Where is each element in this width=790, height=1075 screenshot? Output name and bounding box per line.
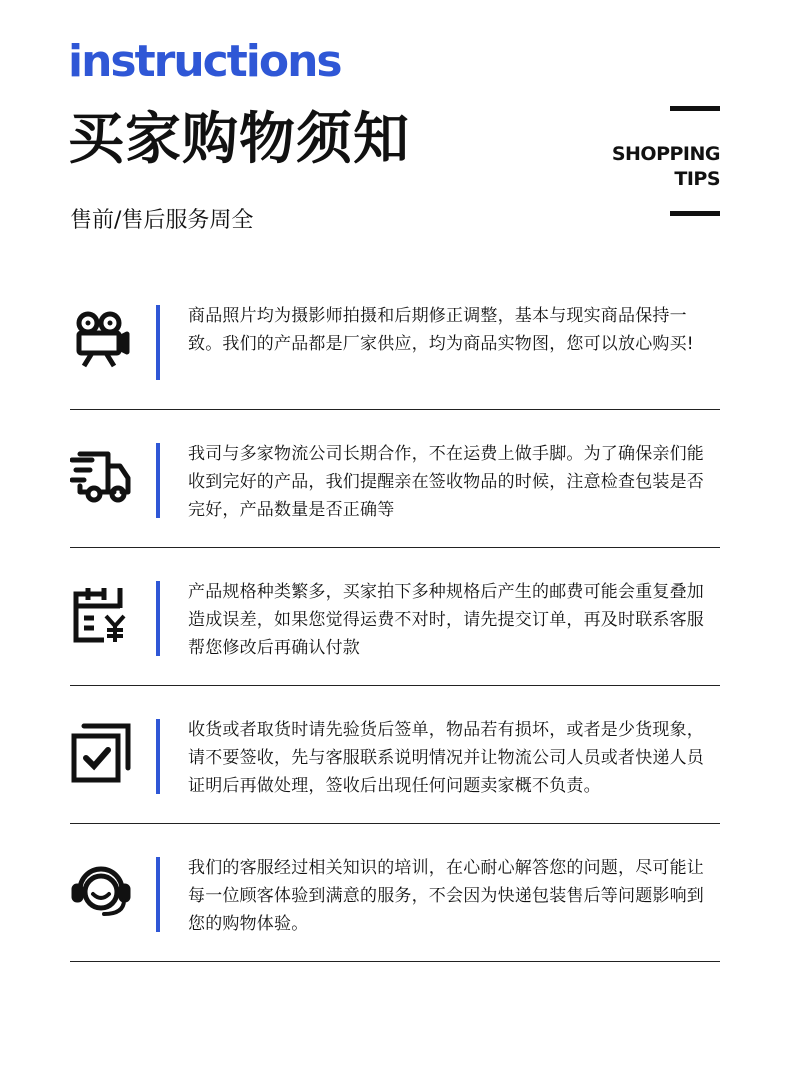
page-subtitle: 售前/售后服务周全 [70, 208, 254, 233]
tips-line-1: SHOPPING [611, 143, 720, 165]
tips-line-2: TIPS [674, 168, 720, 190]
item-text: 商品照片均为摄影师拍摄和后期修正调整，基本与现实商品保持一致。我们的产品都是厂家供应，均为商品实物图，您可以放心购买! [188, 306, 694, 354]
shopping-tips-label [612, 142, 720, 192]
tips-bottom-bar [670, 211, 720, 216]
item-accent-bar [156, 719, 160, 794]
delivery-truck-icon [70, 446, 132, 508]
item-accent-bar [156, 857, 160, 932]
brand-wordmark: instructions [68, 36, 341, 87]
item-accent-bar [156, 443, 160, 518]
list-item [70, 686, 720, 824]
tips-list [70, 272, 720, 962]
list-item [70, 272, 720, 410]
headset-service-icon [70, 860, 132, 922]
list-item [70, 548, 720, 686]
tips-top-bar [670, 106, 720, 111]
item-accent-bar [156, 305, 160, 380]
list-item [70, 410, 720, 548]
item-accent-bar [156, 581, 160, 656]
checked-document-icon [70, 722, 132, 784]
list-item [70, 824, 720, 962]
item-text: 收货或者取货时请先验货后签单，物品若有损坏，或者是少货现象，请不要签收，先与客服联系说明情况并让物流公司人员或者快递人员证明后再做处理，签收后出现任何问题卖家概不负责。 [188, 720, 704, 796]
item-text: 我们的客服经过相关知识的培训，在心耐心解答您的问题，尽可能让每一位顾客体验到满意的服务，不会因为快递包装售后等问题影响到您的购物体验。 [188, 858, 704, 934]
page-title: 买家购物须知 [68, 107, 410, 172]
item-text: 我司与多家物流公司长期合作，不在运费上做手脚。为了确保亲们能收到完好的产品，我们提醒亲在签收物品的时候，注意检查包装是否完好，产品数量是否正确等 [188, 444, 704, 520]
item-text: 产品规格种类繁多，买家拍下多种规格后产生的邮费可能会重复叠加造成误差，如果您觉得运费不对时，请先提交订单，再及时联系客服帮您修改后再确认付款 [188, 582, 704, 658]
camera-icon [70, 308, 132, 370]
shipping-fee-icon [70, 584, 132, 646]
